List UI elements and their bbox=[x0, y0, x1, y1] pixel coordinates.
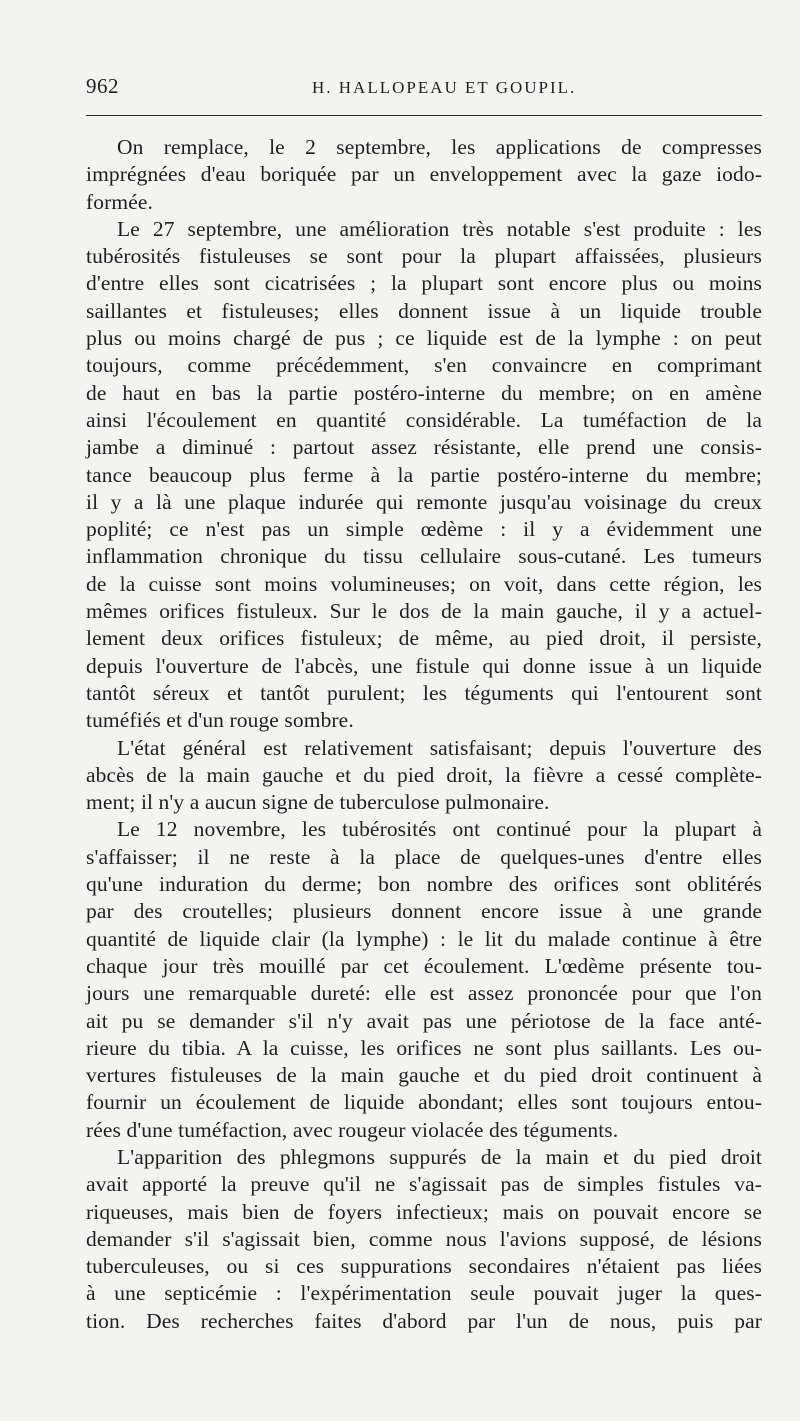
text-line: formée. bbox=[86, 189, 153, 214]
text-line: ainsi l'écoulement en quantité considérable. La tuméfaction de la bbox=[86, 407, 762, 432]
text-line: Le 12 novembre, les tubérosités ont continué pour la plupart à bbox=[117, 817, 762, 842]
text-line: de haut en bas la partie postéro-interne du membre; on en amène bbox=[86, 380, 762, 405]
text-line: vertures fistuleuses de la main gauche et du pied droit continuent à bbox=[86, 1063, 762, 1088]
text-line: Le 27 septembre, une amélioration très notable s'est produite : les bbox=[117, 216, 762, 241]
text-line: fournir un écoulement de liquide abondant; elles sont toujours entou- bbox=[86, 1090, 762, 1115]
text-line: mêmes orifices fistuleux. Sur le dos de la main gauche, il y a actuel- bbox=[86, 599, 762, 624]
text-line: tion. Des recherches faites d'abord par l'un de nous, puis par bbox=[86, 1308, 762, 1333]
running-head: H. HALLOPEAU ET GOUPIL. bbox=[312, 78, 577, 97]
text-line: demander s'il s'agissait bien, comme nous l'avions supposé, de lésions bbox=[86, 1226, 762, 1251]
text-line: riqueuses, mais bien de foyers infectieux; mais on pouvait encore se bbox=[86, 1199, 762, 1224]
text-line: jours une remarquable dureté: elle est assez prononcée pour que l'on bbox=[86, 981, 762, 1006]
text-line: quantité de liquide clair (la lymphe) : le lit du malade continue à être bbox=[86, 926, 762, 951]
text-line: jambe a diminué : partout assez résistante, elle prend une consis- bbox=[86, 435, 762, 460]
text-line: à une septicémie : l'expérimentation seule pouvait juger la ques- bbox=[86, 1281, 762, 1306]
text-line: toujours, comme précédemment, s'en convaincre en comprimant bbox=[86, 353, 762, 378]
page-number: 962 bbox=[86, 74, 119, 98]
text-line: s'affaisser; il ne reste à la place de quelques-unes d'entre elles bbox=[86, 844, 762, 869]
text-line: poplité; ce n'est pas un simple œdème : il y a évidemment une bbox=[86, 517, 762, 542]
text-line: ait pu se demander s'il n'y avait pas une périotose de la face anté- bbox=[86, 1008, 762, 1033]
text-line: de la cuisse sont moins volumineuses; on voit, dans cette région, les bbox=[86, 571, 762, 596]
text-line: rieure du tibia. A la cuisse, les orifices ne sont plus saillants. Les ou- bbox=[86, 1035, 762, 1060]
text-line: inflammation chronique du tissu cellulaire sous-cutané. Les tumeurs bbox=[86, 544, 762, 569]
text-line: avait apporté la preuve qu'il ne s'agissait pas de simples fistules va- bbox=[86, 1172, 762, 1197]
text-line: imprégnées d'eau boriquée par un enveloppement avec la gaze iodo- bbox=[86, 162, 762, 187]
text-line: tuberculeuses, ou si ces suppurations secondaires n'étaient pas liées bbox=[86, 1254, 762, 1279]
text-line: tance beaucoup plus ferme à la partie postéro-interne du membre; bbox=[86, 462, 762, 487]
text-line: L'état général est relativement satisfaisant; depuis l'ouverture des bbox=[117, 735, 762, 760]
text-line: tubérosités fistuleuses se sont pour la plupart affaissées, plusieurs bbox=[86, 244, 762, 269]
page-header bbox=[86, 74, 762, 104]
text-line: saillantes et fistuleuses; elles donnent issue à un liquide trouble bbox=[86, 298, 762, 323]
text-line: ment; il n'y a aucun signe de tuberculose pulmonaire. bbox=[86, 790, 550, 815]
text-line: abcès de la main gauche et du pied droit, la fièvre a cessé complète- bbox=[86, 762, 762, 787]
text-line: qu'une induration du derme; bon nombre des orifices sont oblitérés bbox=[86, 872, 762, 897]
text-line: par des croutelles; plusieurs donnent encore issue à une grande bbox=[86, 899, 762, 924]
text-line: lement deux orifices fistuleux; de même, au pied droit, il persiste, bbox=[86, 626, 762, 651]
text-line: rées d'une tuméfaction, avec rougeur violacée des téguments. bbox=[86, 1117, 619, 1142]
text-line: On remplace, le 2 septembre, les applications de compresses bbox=[117, 135, 762, 159]
text-line: tuméfiés et d'un rouge sombre. bbox=[86, 708, 354, 733]
text-line: tantôt séreux et tantôt purulent; les téguments qui l'entourent sont bbox=[86, 680, 762, 705]
text-line: il y a là une plaque indurée qui remonte jusqu'au voisinage du creux bbox=[86, 489, 762, 514]
header-rule bbox=[86, 115, 762, 116]
text-line: L'apparition des phlegmons suppurés de la main et du pied droit bbox=[117, 1144, 762, 1169]
text-line: d'entre elles sont cicatrisées ; la plupart sont encore plus ou moins bbox=[86, 271, 762, 296]
text-line: chaque jour très mouillé par cet écoulement. L'œdème présente tou- bbox=[86, 953, 762, 978]
text-line: depuis l'ouverture de l'abcès, une fistule qui donne issue à un liquide bbox=[86, 653, 762, 678]
body-text bbox=[86, 134, 762, 1335]
text-line: plus ou moins chargé de pus ; ce liquide est de la lymphe : on peut bbox=[86, 326, 762, 351]
